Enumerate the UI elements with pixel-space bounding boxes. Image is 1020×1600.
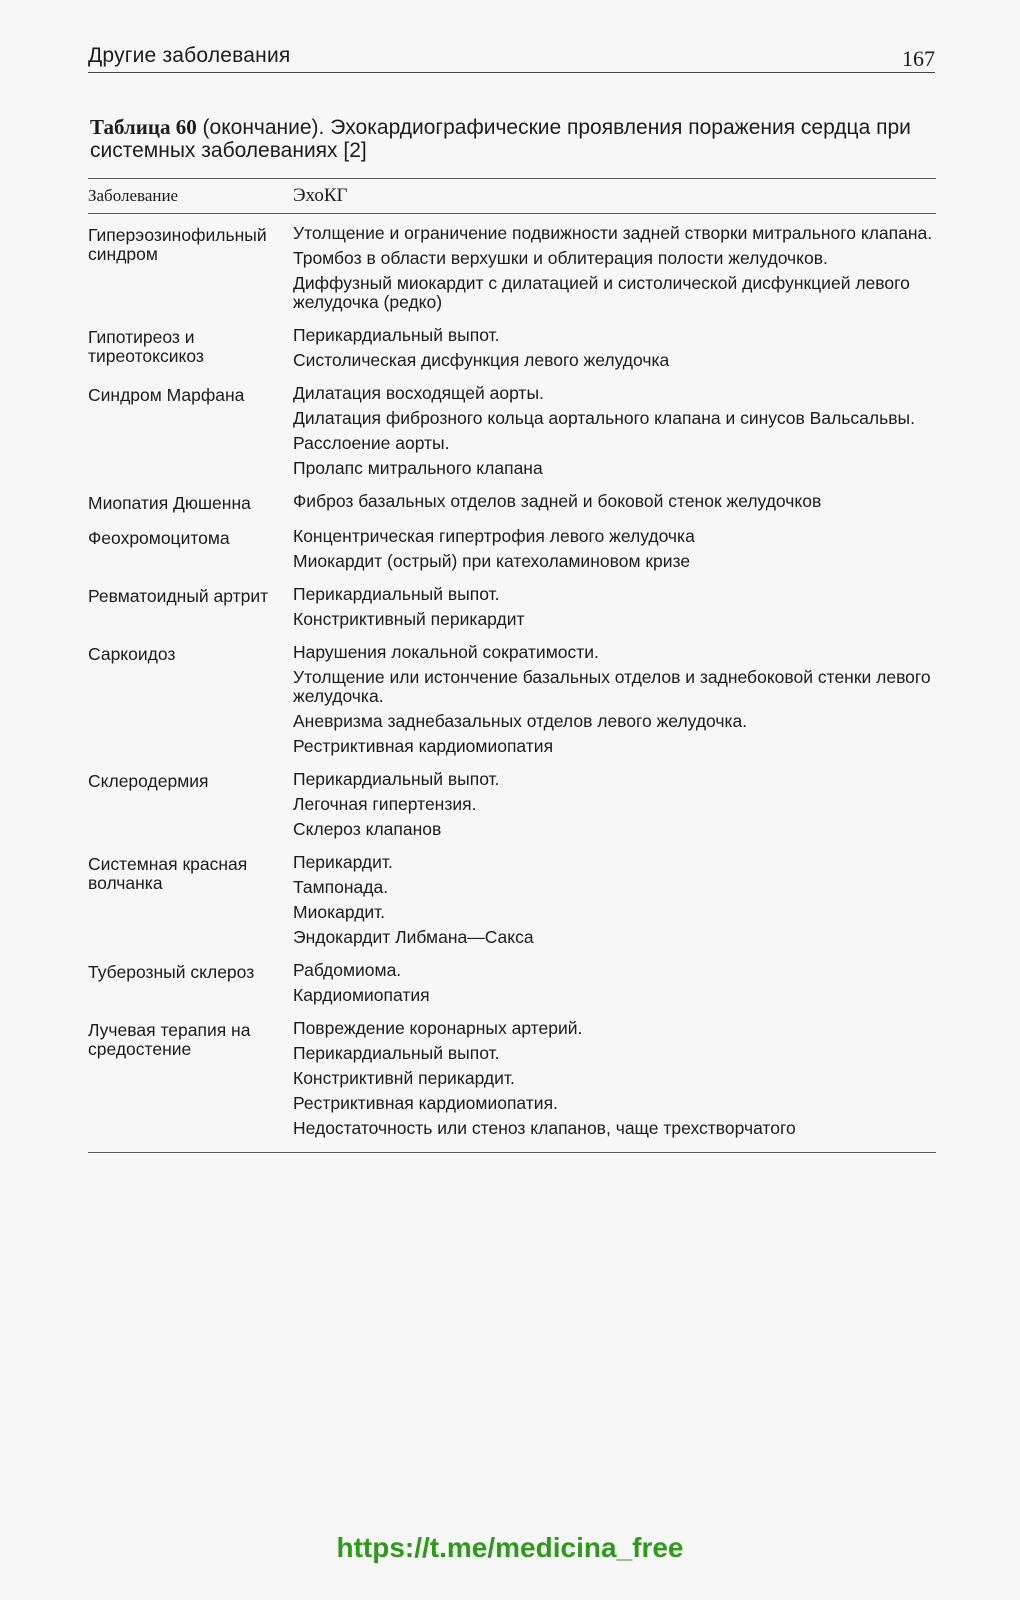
echo-finding: Повреждение коронарных артерий. [293,1018,583,1038]
echo-findings-cell [293,770,936,839]
table-caption-title: (окончание). Эхокардиографические проявления поражения сердца при системных заболеваниях [2] [90,116,911,162]
disease-cell: Лучевая терапия на средостение [88,1020,251,1059]
table-header-row [88,179,936,213]
echo-findings-cell [293,643,936,756]
echo-finding: Пролапс митрального клапана [293,458,543,478]
running-title: Другие заболевания [88,44,291,67]
echo-finding: Недостаточность или стеноз клапанов, чаще трехстворчатого [293,1118,796,1138]
echo-finding: Рабдомиома. [293,960,402,980]
table-row [88,853,936,947]
disease-cell: Гиперэозинофильный синдром [88,225,267,264]
echo-finding: Систолическая дисфункция левого желудочка [293,350,670,370]
echo-finding: Перикардиальный выпот. [293,584,500,604]
table-row [88,492,936,513]
echo-finding: Утолщение или истончение базальных отделов и заднебоковой стенки левого желудочка. [293,667,931,706]
echo-finding: Тромбоз в области верхушки и облитерация полости желудочков. [293,248,828,268]
echo-finding: Склероз клапанов [293,819,442,839]
table-caption [90,116,936,162]
echo-finding: Перикардиальный выпот. [293,769,500,789]
echo-finding: Нарушения локальной сократимости. [293,642,599,662]
echo-finding: Миокардит. [293,902,386,922]
echo-finding: Тампонада. [293,877,389,897]
echo-findings-cell [293,492,936,513]
table-row [88,1019,936,1138]
echo-finding: Диффузный миокардит с дилатацией и систолической дисфункцией левого желудочка (редко) [293,273,910,312]
echo-findings-cell [293,224,936,312]
echo-findings-cell [293,326,936,370]
echo-findings-cell [293,384,936,478]
echo-findings-cell [293,585,936,629]
echo-finding: Концентрическая гипертрофия левого желудочка [293,526,695,546]
table-row [88,384,936,478]
echo-finding: Фиброз базальных отделов задней и боковой стенок желудочков [293,491,822,511]
table-bottom-rule [88,1152,936,1153]
column-header-disease: Заболевание [88,186,179,205]
echo-findings-cell [293,1019,936,1138]
table-row [88,770,936,839]
echo-finding: Дилатация восходящей аорты. [293,383,544,403]
echo-finding: Констриктивный перикардит [293,609,525,629]
disease-cell: Склеродермия [88,771,209,791]
echo-table [88,178,936,1153]
echo-finding: Констриктивнй перикардит. [293,1068,515,1088]
echo-finding: Дилатация фиброзного кольца аортального клапана и синусов Вальсальвы. [293,408,915,428]
table-row [88,527,936,571]
echo-finding: Утолщение и ограничение подвижности задней створки митрального клапана. [293,223,933,243]
echo-finding: Перикардиальный выпот. [293,1043,500,1063]
disease-cell: Ревматоидный артрит [88,586,269,606]
table-body [88,214,936,1138]
disease-cell: Феохромоцитома [88,528,230,548]
echo-finding: Перикардит. [293,852,393,872]
disease-cell: Саркоидоз [88,644,176,664]
disease-cell: Гипотиреоз и тиреотоксикоз [88,327,204,366]
page-header [88,44,935,73]
echo-finding: Рестриктивная кардиомиопатия. [293,1093,558,1113]
echo-findings-cell [293,527,936,571]
disease-cell: Туберозный склероз [88,962,255,982]
echo-finding: Кардиомиопатия [293,985,430,1005]
echo-finding: Эндокардит Либмана—Сакса [293,927,534,947]
echo-findings-cell [293,961,936,1005]
table-row [88,961,936,1005]
column-header-echo: ЭхоКГ [293,185,348,206]
echo-finding: Легочная гипертензия. [293,794,477,814]
disease-cell: Миопатия Дюшенна [88,493,251,513]
disease-cell: Синдром Марфана [88,385,245,405]
echo-finding: Рестриктивная кардиомиопатия [293,736,554,756]
echo-finding: Перикардиальный выпот. [293,325,500,345]
watermark-link[interactable]: https://t.me/medicina_free [336,1532,684,1563]
table-caption-label: Таблица 60 [90,115,197,139]
echo-finding: Миокардит (острый) при катехоламиновом кризе [293,551,691,571]
disease-cell: Системная красная волчанка [88,854,248,893]
echo-finding: Аневризма заднебазальных отделов левого желудочка. [293,711,748,731]
table-row [88,326,936,370]
echo-findings-cell [293,853,936,947]
page-number: 167 [902,46,935,71]
echo-finding: Расслоение аорты. [293,433,450,453]
table-row [88,585,936,629]
table-row [88,224,936,312]
table-row [88,643,936,756]
